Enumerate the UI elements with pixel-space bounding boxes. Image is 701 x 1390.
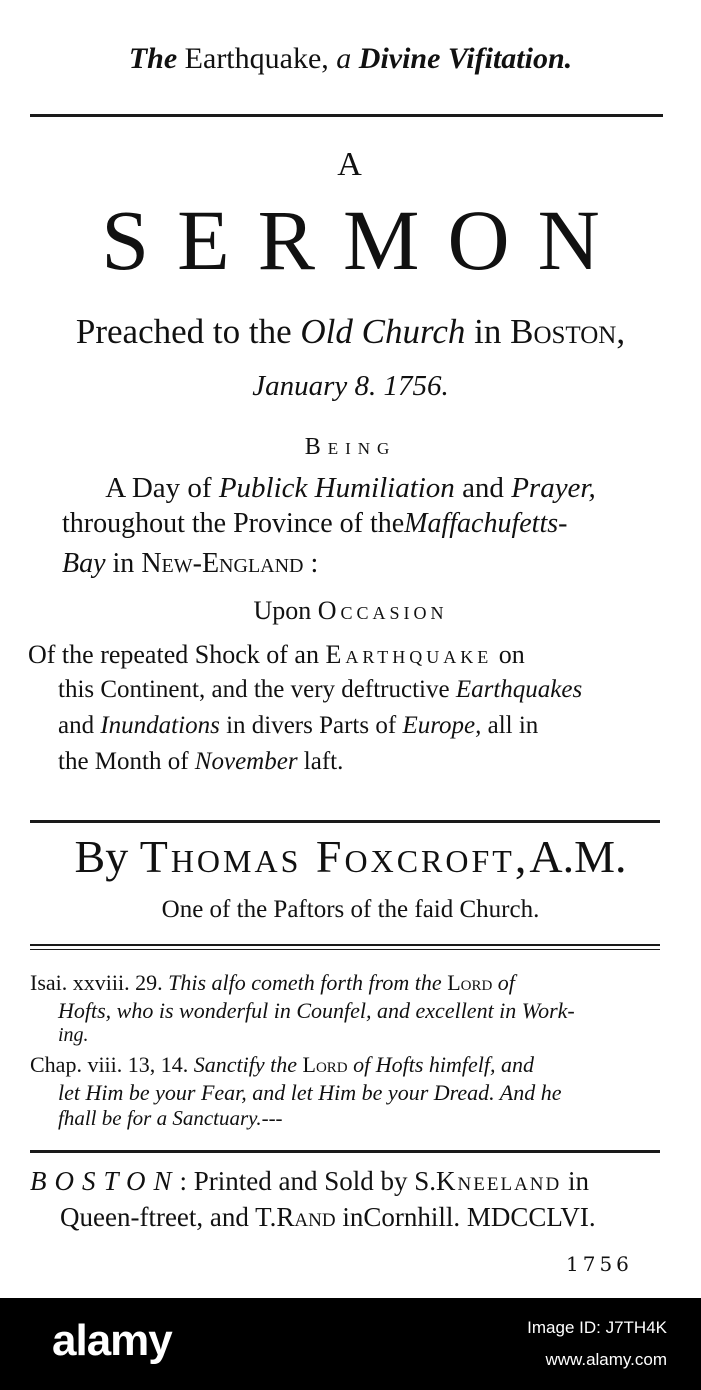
humiliation: Publick Humiliation (218, 472, 455, 504)
day-line (0, 472, 701, 505)
lord-word-1: Lord (447, 970, 493, 995)
province-text: throughout the Province of the (62, 508, 405, 539)
watermark-footer (0, 1298, 701, 1390)
shock-text: Of the repeated Shock of an (28, 640, 319, 669)
month-text: the Month of (58, 748, 189, 775)
cornhill: inCornhill. (342, 1202, 461, 1232)
pre-title-end: Divine Vifitation. (358, 42, 573, 75)
rule-before-imprint (30, 1150, 660, 1153)
bay-in: in (112, 548, 135, 579)
day-and: and (462, 472, 504, 504)
author-line (0, 830, 701, 883)
day-text: A Day of (105, 472, 212, 504)
epigraph-line-5: let Him be your Fear, and let Him be your Dread. And he (58, 1080, 562, 1105)
prayer: Prayer, (511, 472, 596, 504)
occasion-line (0, 596, 701, 626)
hosts-text: of Hofts himfelf, and (353, 1052, 535, 1077)
author-name: Thomas Foxcroft, (139, 831, 530, 882)
rand: Rand (276, 1202, 336, 1232)
author-degree: A.M. (529, 831, 627, 882)
epigraph-line-6: fhall be for a Sanctuary.--- (58, 1106, 283, 1130)
bay: Bay (62, 548, 106, 579)
handwritten-year: 1756 (566, 1252, 633, 1276)
europe: Europe, (402, 712, 482, 739)
inundations: Inundations (100, 712, 220, 739)
city-name: Boston, (510, 312, 626, 351)
epigraph-text-1: This alfo cometh forth from the (168, 970, 442, 995)
of-line-3 (58, 712, 538, 740)
preached-text: Preached to the (75, 312, 292, 351)
continent-text: this Continent, and the very deftructive (58, 676, 450, 703)
rule-before-author (30, 820, 660, 823)
imprint-in: in (568, 1166, 590, 1196)
earthquake-word: Earthquake (325, 640, 493, 669)
title-article: A (337, 146, 364, 183)
and-word: and (58, 712, 95, 739)
upon: Upon (253, 596, 312, 625)
church-name: Old Church (300, 312, 466, 351)
divers-parts: in divers Parts of (226, 712, 397, 739)
pre-title-main: Earthquake, (184, 42, 329, 75)
sanctify-text: Sanctify the (193, 1052, 298, 1077)
author-role: One of the Paftors of the faid Church. (161, 896, 540, 923)
epigraph-line-2: Hofts, who is wonderful in Counfel, and excellent in Work- (58, 998, 575, 1023)
epigraph-line-1 (30, 970, 515, 996)
image-id: Image ID: J7TH4K (527, 1318, 667, 1337)
last-word: laft. (303, 748, 344, 775)
imprint-line-1 (30, 1166, 589, 1197)
of-line-2 (58, 676, 582, 704)
of-line-1 (28, 640, 525, 670)
bay-line (62, 548, 318, 580)
rule-before-epigraph (30, 944, 660, 950)
sermon-date: January 8. 1756. (252, 370, 449, 402)
earthquakes-word: Earthquakes (455, 676, 583, 703)
epigraph-line-4 (30, 1052, 534, 1078)
printed-sold: : Printed and Sold by S. (179, 1166, 437, 1196)
lord-word-2: Lord (302, 1052, 348, 1077)
pre-title-a: a (336, 42, 352, 75)
year-roman: MDCCLVI. (466, 1202, 596, 1232)
by-word: By (74, 831, 129, 882)
top-rule (30, 114, 663, 117)
preached-in: in (474, 312, 502, 351)
chapter-reference: Chap. viii. 13, 14. (30, 1052, 189, 1077)
of-line-4 (58, 748, 343, 776)
imprint-city: BOSTON (30, 1166, 180, 1196)
epigraph-line-3: ing. (58, 1024, 89, 1046)
kneeland: Kneeland (436, 1166, 562, 1196)
imprint-line-2 (60, 1202, 596, 1233)
isaiah-reference: Isai. xxviii. 29. (30, 970, 163, 995)
queen-street: Queen-ftreet, and T. (60, 1202, 277, 1232)
main-title: SERMON (101, 192, 628, 288)
alamy-url: www.alamy.com (545, 1350, 667, 1369)
of-word-1: of (497, 970, 515, 995)
preached-line (0, 312, 701, 352)
occasion: Occasion (317, 596, 448, 625)
pre-title-the: The (128, 42, 178, 75)
november: November (194, 748, 298, 775)
all-in: all in (487, 712, 539, 739)
alamy-logo: alamy (52, 1316, 172, 1365)
pre-title (0, 42, 701, 76)
massachusetts: Maffachufetts- (404, 508, 568, 539)
being-label: Being (304, 434, 397, 460)
province-line (62, 508, 567, 540)
new-england: New-England : (141, 548, 319, 579)
on-word: on (498, 640, 525, 669)
